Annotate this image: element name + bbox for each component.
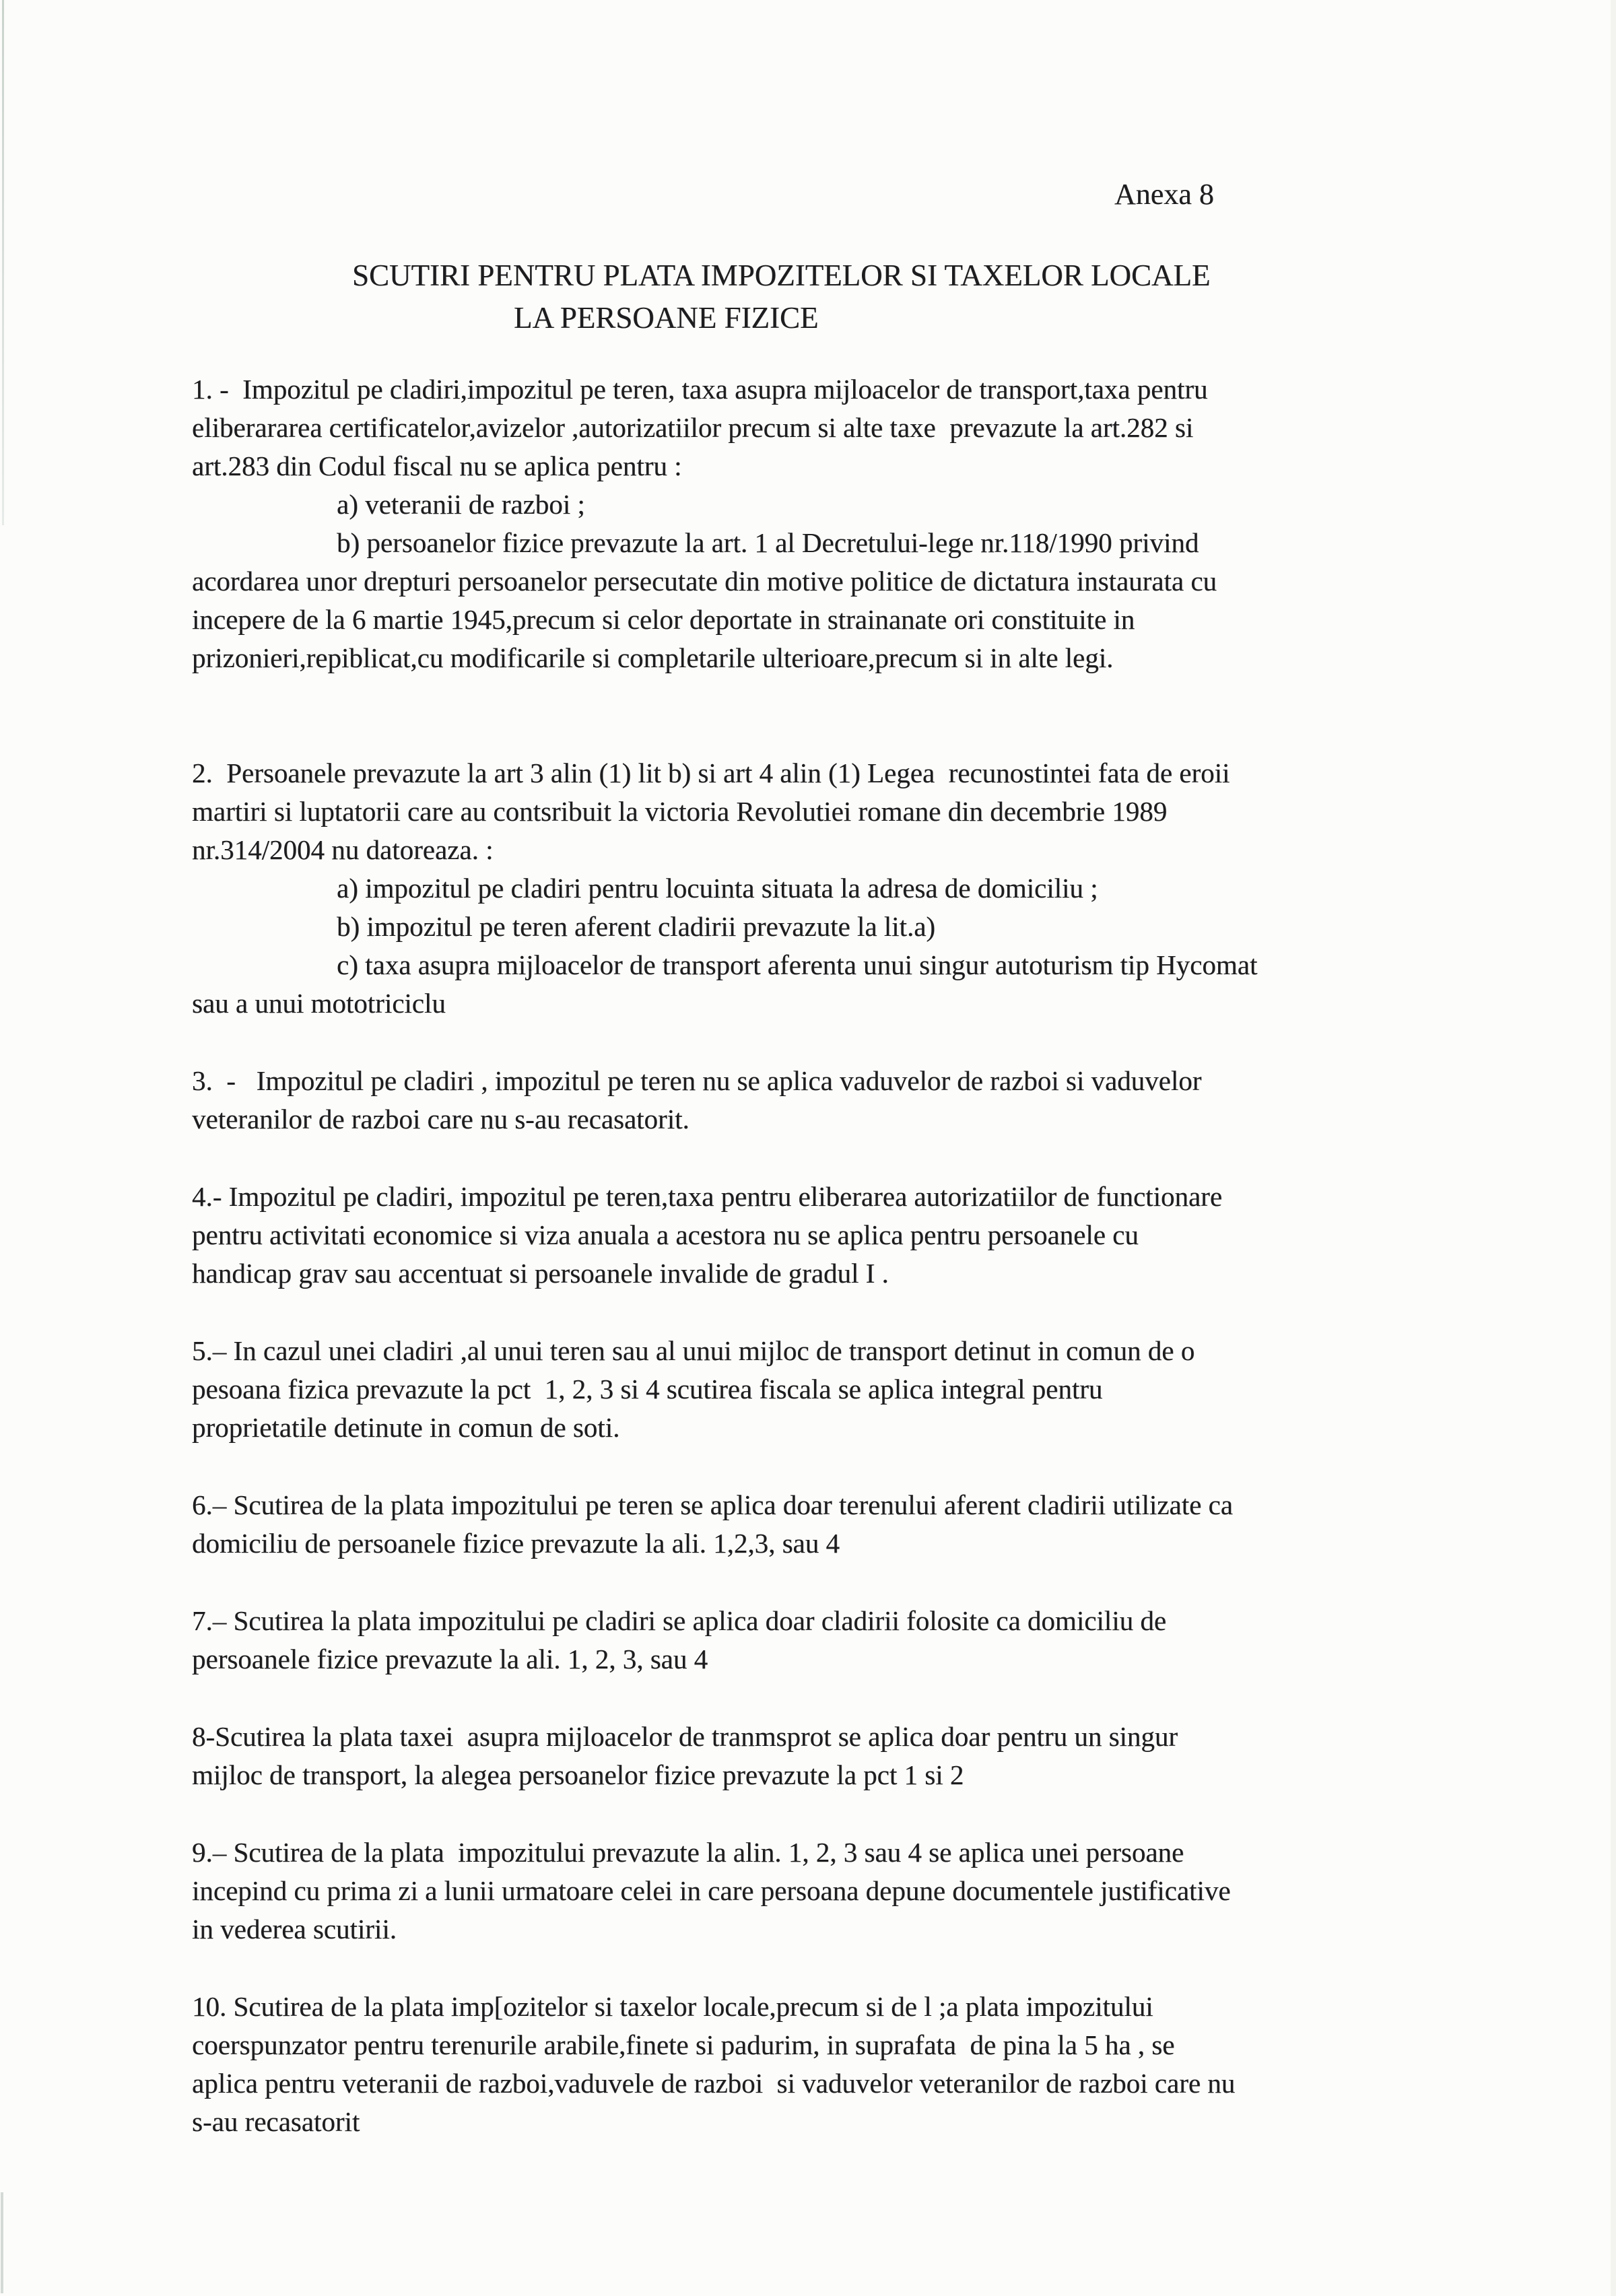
text-line: aplica pentru veteranii de razboi,vaduvele de razboi si vaduvelor veteranilor de razboi care nu (192, 2068, 1236, 2099)
text-line: art.283 din Codul fiscal nu se aplica pentru : (192, 450, 682, 481)
text-line: 3. - Impozitul pe cladiri , impozitul pe teren nu se aplica vaduvelor de razboi si vaduvelor (192, 1065, 1202, 1096)
scan-edge-artifact-right (1611, 0, 1616, 2296)
paragraph-10 (192, 1988, 1446, 2141)
text-line: 5.– In cazul unei cladiri ,al unui teren sau al unui mijloc de transport detinut in comun de o (192, 1335, 1195, 1366)
text-line: veteranilor de razboi care nu s-au recasatorit. (192, 1104, 689, 1135)
paragraph-4 (192, 1178, 1446, 1293)
text-line: 9.– Scutirea de la plata impozitului prevazute la alin. 1, 2, 3 sau 4 se aplica unei persoane (192, 1837, 1184, 1868)
text-line: coerspunzator pentru terenurile arabile,finete si padurim, in suprafata de pina la 5 ha , se (192, 2029, 1175, 2060)
text-line: 1. - Impozitul pe cladiri,impozitul pe teren, taxa asupra mijloacelor de transport,taxa pentru (192, 374, 1208, 405)
paragraph-2 (192, 754, 1446, 1023)
text-line: incepind cu prima zi a lunii urmatoare celei in care persoana depune documentele justificative (192, 1875, 1231, 1906)
text-line: s-au recasatorit (192, 2106, 360, 2137)
text-line: 2. Persoanele prevazute la art 3 alin (1) lit b) si art 4 alin (1) Legea recunostintei fata de eroii (192, 757, 1230, 788)
document-title-line2: LA PERSOANE FIZICE (514, 301, 819, 335)
list-item-b: b) persoanelor fizice prevazute la art. 1 al Decretului-lege nr.118/1990 privind (337, 527, 1199, 558)
text-line: 6.– Scutirea de la plata impozitului pe teren se aplica doar terenului aferent cladirii utilizate ca (192, 1489, 1233, 1520)
paragraph-6 (192, 1486, 1446, 1563)
text-line: mijloc de transport, la alegea persoanelor fizice prevazute la pct 1 si 2 (192, 1759, 964, 1790)
text-line: nr.314/2004 nu datoreaza. : (192, 834, 494, 865)
text-line: proprietatile detinute in comun de soti. (192, 1412, 620, 1443)
text-line: handicap grav sau accentuat si persoanele invalide de gradul I . (192, 1258, 889, 1289)
list-item-a: a) impozitul pe cladiri pentru locuinta situata la adresa de domiciliu ; (337, 873, 1098, 904)
document-title (192, 255, 1446, 339)
text-line: acordarea unor drepturi persoanelor persecutate din motive politice de dictatura instaurata cu (192, 566, 1217, 597)
text-line: 4.- Impozitul pe cladiri, impozitul pe teren,taxa pentru eliberarea autorizatiilor de functionare (192, 1181, 1223, 1212)
paragraph-1 (192, 370, 1446, 677)
document-body (192, 370, 1446, 2141)
list-item-c: c) taxa asupra mijloacelor de transport aferenta unui singur autoturism tip Hycomat (337, 949, 1258, 980)
paragraph-9 (192, 1833, 1446, 1949)
text-line: incepere de la 6 martie 1945,precum si celor deportate in strainanate ori constituite in (192, 604, 1135, 635)
list-item-b: b) impozitul pe teren aferent cladirii prevazute la lit.a) (337, 911, 936, 942)
text-line: eliberararea certificatelor,avizelor ,autorizatiilor precum si alte taxe prevazute la art.282 si (192, 412, 1194, 443)
paragraph-3 (192, 1062, 1446, 1139)
text-line: 7.– Scutirea la plata impozitului pe cladiri se aplica doar cladirii folosite ca domiciliu de (192, 1605, 1167, 1636)
paragraph-7 (192, 1602, 1446, 1679)
text-line: pesoana fizica prevazute la pct 1, 2, 3 si 4 scutirea fiscala se aplica integral pentru (192, 1374, 1103, 1405)
scan-edge-artifact-bottom (1, 2192, 3, 2293)
text-line: domiciliu de persoanele fizice prevazute la ali. 1,2,3, sau 4 (192, 1528, 840, 1559)
text-line: 10. Scutirea de la plata imp[ozitelor si taxelor locale,precum si de l ;a plata impozitului (192, 1991, 1153, 2022)
text-line: martiri si luptatorii care au contsribuit la victoria Revolutiei romane din decembrie 1989 (192, 796, 1168, 827)
text-line: persoanele fizice prevazute la ali. 1, 2, 3, sau 4 (192, 1644, 708, 1675)
annex-label: Anexa 8 (1114, 178, 1214, 211)
text-line: in vederea scutirii. (192, 1914, 397, 1945)
text-line: sau a unui mototriciclu (192, 988, 446, 1019)
list-item-a: a) veteranii de razboi ; (337, 489, 585, 520)
paragraph-8 (192, 1718, 1446, 1794)
document-title-line1: SCUTIRI PENTRU PLATA IMPOZITELOR SI TAXELOR LOCALE (352, 259, 1211, 292)
text-line: 8-Scutirea la plata taxei asupra mijloacelor de tranmsprot se aplica doar pentru un singur (192, 1721, 1178, 1752)
scan-edge-artifact-top (2, 0, 4, 525)
document-content (192, 176, 1446, 2180)
paragraph-5 (192, 1332, 1446, 1447)
text-line: pentru activitati economice si viza anuala a acestora nu se aplica pentru persoanele cu (192, 1219, 1139, 1250)
text-line: prizonieri,repiblicat,cu modificarile si completarile ulterioare,precum si in alte legi. (192, 642, 1114, 673)
